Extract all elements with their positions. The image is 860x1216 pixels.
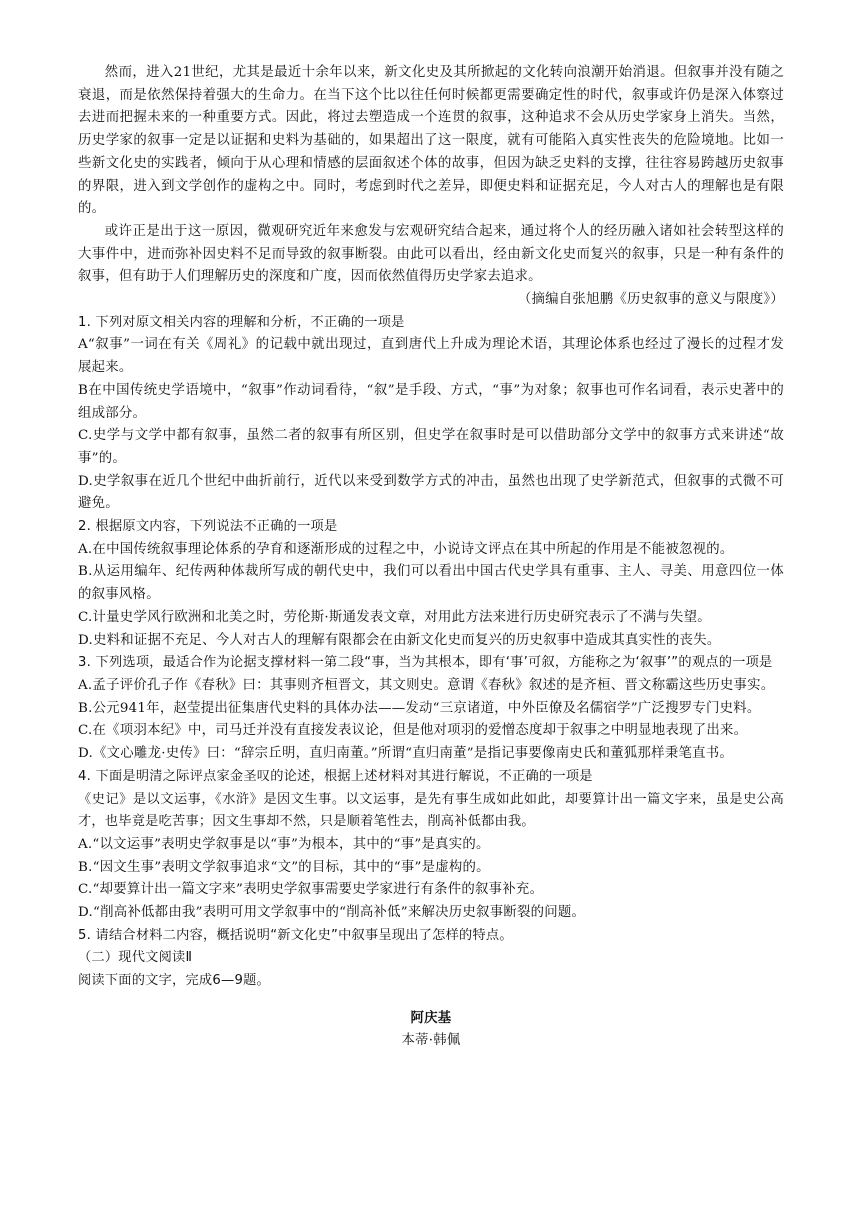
option-a: A.孟子评价孔子作《春秋》曰：其事则齐桓晋文，其文则史。意谓《春秋》叙述的是齐桓、晋文称霸这些历史事实。 [78, 677, 775, 693]
passage-source: （摘编自张旭鹏《历史叙事的意义与限度》） [517, 292, 784, 308]
option-b: B.从运用编年、纪传两种体裁所写成的朝代史中，我们可以看出中国古代史学具有重事、主人、寻美、用意四位一体的叙事风格。 [78, 564, 784, 603]
option-d: D.《文心雕龙·史传》曰：“辞宗丘明，直归南董。”所谓“直归南董”是指记事要像南史氏和董狐那样秉笔直书。 [78, 746, 734, 762]
passage-paragraph: 或许正是出于这一原因，微观研究近年来愈发与宏观研究结合起来，通过将个人的经历融入诸如社会转型这样的大事件中，进而弥补因史料不足而导致的叙事断裂。由此可以看出，经由新文化史而复兴的叙事，只是一种有条件的叙事，但有助于人们理解历史的深度和广度，因而依然值得历史学家去追求。 [78, 223, 784, 285]
question-stem: 4. 下面是明清之际评点家金圣叹的论述，根据上述材料对其进行解说，不正确的一项是 [78, 768, 593, 784]
reading-author: 本蒂·韩佩 [401, 1032, 461, 1048]
question-stem: 2. 根据原文内容，下列说法不正确的一项是 [78, 519, 338, 535]
option-c: C.“却要算计出一篇文字来”表明史学叙事需要史学家进行有条件的叙事补充。 [78, 882, 544, 898]
option-c: C.史学与文学中都有叙事，虽然二者的叙事有所区别，但史学在叙事时是可以借助部分文学中的叙事方式来讲述“故事”的。 [78, 428, 784, 466]
question-stem: 3. 下列选项，最适合作为论据支撑材料一第二段“事，当为其根本，即有‘事’可叙，方能称之为‘叙事’”的观点的一项是 [78, 655, 773, 671]
question-stem: 1. 下列对原文相关内容的理解和分析，不正确的一项是 [78, 314, 405, 330]
question-quote: 《史记》是以文运事，《水浒》是因文生事。以文运事，是先有事生成如此如此，却要算计出一篇文字来，虽是史公高才，也毕竟是吃苦事；因文生事却不然，只是顺着笔性去，削高补低都由我。 [78, 791, 784, 830]
option-d: D.“削高补低都由我”表明可用文学叙事中的“削高补低”来解决历史叙事断裂的问题。 [78, 905, 586, 921]
question-stem: 5. 请结合材料二内容，概括说明“新文化史”中叙事呈现出了怎样的特点。 [78, 927, 513, 943]
option-d: D.史料和证据不充足、今人对古人的理解有限都会在由新文化史而复兴的历史叙事中造成其真实性的丧失。 [78, 632, 721, 648]
option-a: A.在中国传统叙事理论体系的孕育和逐渐形成的过程之中，小说诗文评点在其中所起的作用是不能被忽视的。 [78, 541, 734, 557]
option-a: A“叙事”一词在有关《周礼》的记载中就出现过，直到唐代上升成为理论术语，其理论体系也经过了漫长的过程才发展起来。 [78, 337, 784, 376]
option-b: B.公元941年，赵莹提出征集唐代史料的具体办法——发动“三京诸道，中外臣僚及名儒宿学”广泛搜罗专门史料。 [78, 700, 761, 716]
reading-title: 阿庆基 [410, 1009, 452, 1026]
option-c: C.在《项羽本纪》中，司马迁并没有直接发表议论，但是他对项羽的爱憎态度却于叙事之中明显地表现了出来。 [78, 723, 748, 739]
section-heading: （二）现代文阅读Ⅱ [78, 950, 193, 966]
section-instruction: 阅读下面的文字，完成6—9题。 [78, 973, 270, 989]
passage-paragraph: 然而，进入21世纪，尤其是最近十余年以来，新文化史及其所掀起的文化转向浪潮开始消退。但叙事并没有随之衰退，而是依然保持着强大的生命力。在当下这个比以往任何时候都更需要确定性的时代，叙事或许仍是深入体察过去进而把握未来的一种重要方式。因此，将过去塑造成一个连贯的叙事，这种追求不会从历史学家身上消失。当然，历史学家的叙事一定是以证据和史料为基础的，如果超出了这一限度，就有可能陷入真实性丧失的危险境地。比如一些新文化史的实践者，倾向于从心理和情感的层面叙述个体的故事，但因为缺乏史料的支撑，往往容易跨越历史叙事的界限，进入到文学创作的虚构之中。同时，考虑到时代之差异，即便史料和证据充足，今人对古人的理解也是有限的。 [78, 65, 784, 217]
option-d: D.史学叙事在近几个世纪中曲折前行，近代以来受到数学方式的冲击，虽然也出现了史学新范式，但叙事的式微不可避免。 [78, 473, 784, 512]
option-b: B.“因文生事”表明文学叙事追求“文”的目标，其中的“事”是虚构的。 [78, 859, 490, 875]
exam-page [78, 62, 784, 1052]
option-c: C.计量史学风行欧洲和北美之时，劳伦斯·斯通发表文章，对用此方法来进行历史研究表示了不满与失望。 [78, 609, 711, 625]
option-b: B在中国传统史学语境中，“叙事”作动词看待，“叙”是手段、方式，“事”为对象；叙事也可作名词看，表示史著中的组成部分。 [78, 382, 784, 421]
option-a: A.“以文运事”表明史学叙事是以“事”为根本，其中的“事”是真实的。 [78, 836, 490, 852]
